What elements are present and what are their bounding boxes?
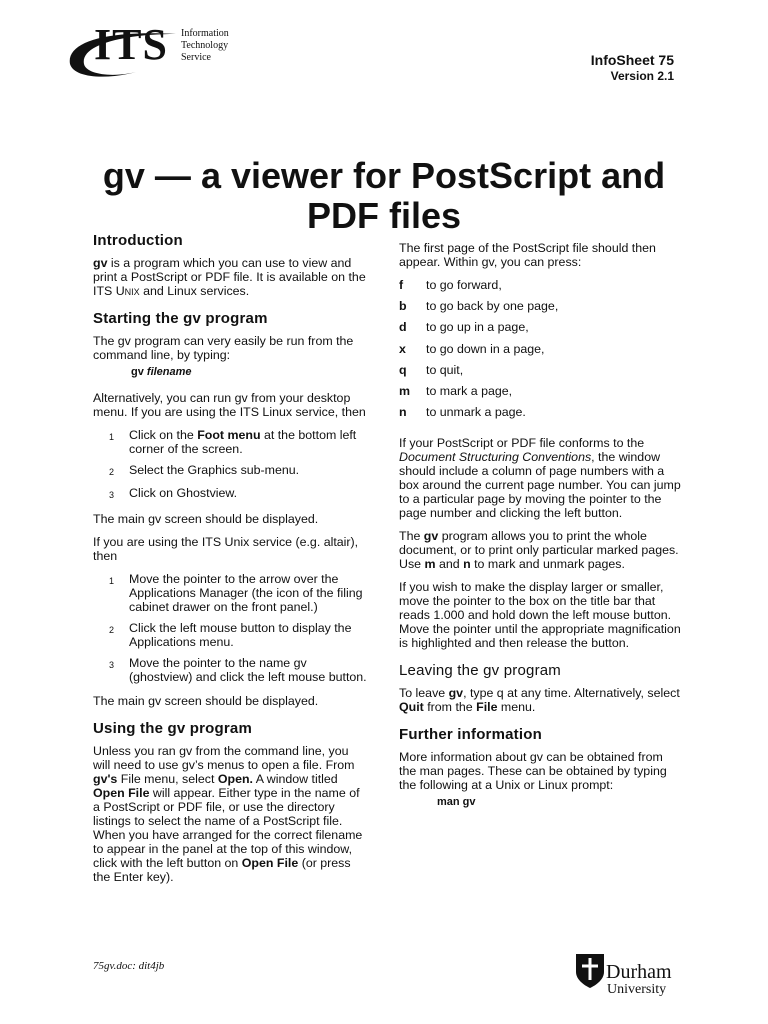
leaving-paragraph: To leave gv, type q at any time. Alternatively, select Quit from the File menu. [399,686,680,715]
leaving-heading: Leaving the gv program [399,662,561,680]
key-commands-list [399,278,681,426]
using-heading: Using the gv program [93,720,253,737]
starting-paragraph: The gv program can very easily be run from the command line, by typing: [93,334,354,362]
unix-service-paragraph: If you are using the ITS Unix service (e.g. altair), then [93,535,359,563]
further-information-paragraph: More information about gv can be obtained from the man pages. These can be obtained by typing the following at a Unix or Linux prompt: [399,750,667,793]
printing-paragraph: The gv program allows you to print the whole document, or to print only particular marked pages. Use m and n to mark and unmark pages. [399,529,679,572]
further-information-heading: Further information [399,726,542,744]
introduction-paragraph: gv is a program which you can use to view and print a PostScript or PDF file. It is available on the ITS Unix and Linux services. [93,256,366,298]
list-item: 1 Move the pointer to the arrow over the Applications Manager (the icon of the filing cabinet drawer on the front panel.) [109,572,363,614]
list-item: 2 Select the Graphics sub-menu. [109,463,300,477]
starting-heading: Starting the gv program [93,310,268,327]
version-label: Version 2.1 [610,69,674,83]
list-item: x to go down in a page, [399,341,545,356]
left-column [93,234,368,893]
its-logo-service-text: Information Technology Service [181,28,229,63]
right-column [399,241,681,821]
list-item: q to quit, [399,362,464,377]
linux-steps-list [93,428,368,502]
page-title: gv — a viewer for PostScript and PDF files [102,155,666,236]
unix-steps-list [93,572,368,684]
list-item: 2 Click the left mouse button to display the Applications menu. [109,621,352,649]
introduction-heading: Introduction [93,232,183,249]
command-example: gv filename [131,366,192,378]
durham-university-label: University [607,982,667,997]
using-paragraph: Unless you ran gv from the command line, you will need to use gv’s menus to open a file. From gv's File menu, select Open. A window titled Open File will appear. Either type in the name of a PostScript or PDF file, or use the directory listings to select the name of a PostScript file. When you have arranged for the correct filename to appear in the panel at the top of this window, click with the left button on Open File (or press the Enter key). [93,744,363,884]
first-page-paragraph: The first page of the PostScript file should then appear. Within gv, you can press: [399,241,656,269]
list-item: n to unmark a page. [399,405,526,420]
screen-displayed-note: The main gv screen should be displayed. [93,694,319,708]
man-command: man gv [437,796,476,809]
magnification-paragraph: If you wish to make the display larger or smaller, move the pointer to the box on the title bar that reads 1.000 and hold down the left mouse button. Move the pointer until the appropriate magnification is highlighted and then release the button. [399,580,681,651]
its-logo-letters: ITS [94,20,168,69]
durham-wordmark: Durham [606,961,672,983]
dsc-paragraph: If your PostScript or PDF file conforms to the Document Structuring Conventions, the window should include a column of page numbers with a box around the current page number. You can jump to a particular page by moving the pointer to the page number and clicking the left button. [399,436,681,521]
list-item: f to go forward, [399,278,502,292]
list-item: 3 Click on Ghostview. [109,486,238,500]
desktop-menu-paragraph: Alternatively, you can run gv from your desktop menu. If you are using the ITS Linux service, then [93,391,366,419]
list-item: b to go back by one page, [399,299,559,314]
list-item: 1 Click on the Foot menu at the bottom left corner of the screen. [109,428,357,456]
document-reference: 75gv.doc: dit4jb [93,960,165,972]
list-item: d to go up in a page, [399,320,529,335]
screen-displayed-note: The main gv screen should be displayed. [93,512,319,526]
list-item: 3 Move the pointer to the name gv (ghostview) and click the left mouse button. [109,656,367,684]
infosheet-number: InfoSheet 75 [590,52,674,68]
list-item: m to mark a page, [399,383,513,398]
